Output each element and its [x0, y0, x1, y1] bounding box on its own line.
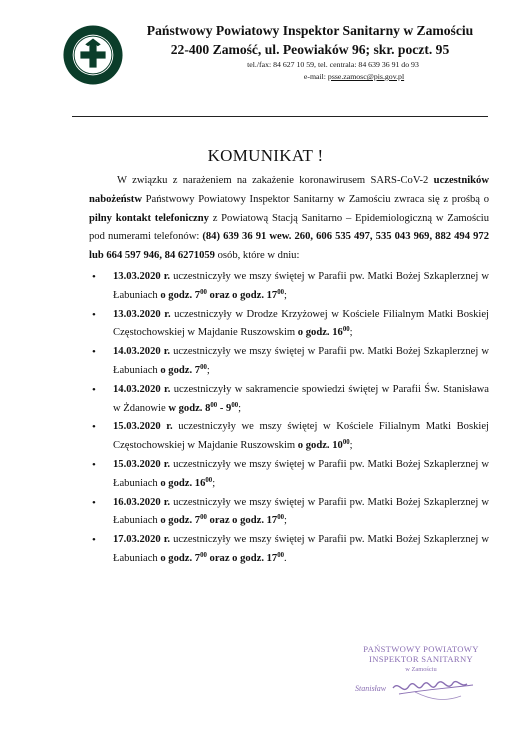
intro-text: z Powiatową Stacją Sanitarno – Epidemiologiczną w Zamościu pod numerami telefonów: — [89, 212, 490, 243]
event-punctuation: ; — [206, 364, 210, 376]
event-time-sup-wrap — [277, 515, 284, 526]
event-punctuation: ; — [349, 327, 353, 339]
event-time: o godz. 7 — [160, 364, 201, 376]
event-time-minutes: 00 — [205, 476, 213, 484]
event-time-minutes: 00 — [210, 401, 218, 409]
event-time-sup-wrap — [200, 553, 207, 564]
event-date: 14.03.2020 r. — [113, 383, 171, 395]
event-date: 15.03.2020 r. — [113, 458, 171, 470]
event-time-minutes: 00 — [277, 514, 285, 522]
event-punctuation: ; — [284, 515, 287, 527]
intro-text: osób, które w dniu: — [214, 250, 300, 262]
event-time-sup-wrap — [200, 365, 207, 376]
event-item — [89, 268, 489, 306]
svg-text:Stanisław: Stanisław — [355, 684, 387, 693]
event-time: o godz. 7 — [160, 289, 201, 301]
event-time-minutes: 00 — [342, 326, 350, 334]
event-time-minutes: 00 — [342, 439, 350, 447]
announcement-body — [89, 172, 489, 569]
event-description: uczestniczyły we mszy świętej w Parafii pw. Matki Bożej Szkaplerznej w Łabuniach — [113, 496, 489, 527]
event-time-sup-wrap — [200, 515, 207, 526]
event-description: uczestniczyły we mszy świętej w Kościele Filialnym Matki Boskiej Częstochowskiej w Majdanie Ruszowskim — [113, 421, 489, 452]
event-time: oraz o godz. 17 — [206, 289, 278, 301]
event-time-minutes: 00 — [200, 514, 207, 522]
intro-text: W związku z narażeniem na zakażenie koronawirusem SARS-CoV-2 — [117, 175, 434, 186]
event-time-sup-wrap — [277, 290, 284, 301]
event-date: 15.03.2020 r. — [113, 421, 173, 433]
letterhead — [62, 22, 482, 102]
event-punctuation: ; — [284, 289, 287, 301]
event-description: uczestniczyły we mszy świętej w Parafii pw. Matki Bożej Szkaplerznej w Łabuniach — [113, 270, 489, 301]
event-date: 13.03.2020 r. — [113, 308, 171, 320]
svg-text:w Zamościu: w Zamościu — [405, 666, 437, 673]
event-time-minutes: 00 — [200, 288, 207, 296]
intro-text: Państwowy Powiatowy Inspektor Sanitarny w Zamościu zwraca się z prośbą o — [141, 193, 489, 205]
event-description: uczestniczyły we mszy świętej w Parafii pw. Matki Bożej Szkaplerznej w Łabuniach — [113, 534, 489, 564]
svg-text:INSPEKTOR SANITARNY: INSPEKTOR SANITARNY — [369, 654, 473, 664]
event-time-minutes: 00 — [200, 363, 207, 371]
intro-paragraph — [89, 172, 489, 266]
svg-text:PAŃSTWOWY POWIATOWY: PAŃSTWOWY POWIATOWY — [363, 644, 479, 654]
event-time: o godz. 16 — [160, 477, 206, 489]
email-link[interactable]: psse.zamosc@pis.gov.pl — [327, 72, 405, 81]
event-time: o godz. 16 — [297, 327, 343, 339]
event-description: uczestniczyły w Drodze Krzyżowej w Kościele Filialnym Matki Boskiej Częstochowskiej w Majdanie Ruszowskim — [113, 308, 489, 339]
event-description: uczestniczyły w sakramencie spowiedzi świętej w Parafii Św. Stanisława w Żdanowie — [113, 383, 490, 414]
event-time-sup-wrap — [343, 327, 350, 338]
event-item — [89, 418, 489, 456]
event-time-sup-wrap — [200, 290, 207, 301]
event-time-minutes: 00 — [200, 551, 207, 559]
event-date: 17.03.2020 r. — [113, 534, 171, 546]
event-time: oraz o godz. 17 — [206, 515, 278, 527]
event-punctuation: ; — [349, 440, 353, 452]
event-list — [89, 268, 489, 569]
header-divider — [72, 116, 488, 117]
event-item — [89, 343, 489, 381]
email-label: e-mail: — [303, 72, 328, 81]
contact-email-line — [138, 71, 482, 82]
event-time-minutes: 00 — [277, 551, 285, 559]
event-time: w godz. 8 — [168, 402, 211, 414]
event-date: 14.03.2020 r. — [113, 346, 171, 358]
event-punctuation: . — [284, 552, 287, 564]
event-item — [89, 456, 489, 494]
event-time-minutes: 00 — [231, 401, 239, 409]
event-time: - 9 — [217, 402, 232, 414]
intro-bold-participants: uczestników nabożeństw — [89, 175, 489, 205]
event-time: o godz. 10 — [297, 440, 343, 452]
event-punctuation: ; — [238, 402, 242, 414]
event-item — [89, 381, 489, 419]
intro-bold-contact: pilny kontakt telefoniczny — [89, 212, 209, 224]
event-date: 13.03.2020 r. — [113, 270, 171, 282]
event-item — [89, 494, 489, 532]
document-title: KOMUNIKAT ! — [207, 146, 324, 165]
contact-phones: tel./fax: 84 627 10 59, tel. centrala: 84 639 36 91 do 93 — [247, 60, 419, 69]
event-item — [89, 531, 489, 569]
event-description: uczestniczyły we mszy świętej w Parafii pw. Matki Bożej Szkaplerznej w Łabuniach — [113, 346, 489, 376]
event-punctuation: ; — [212, 477, 216, 489]
event-item — [89, 306, 489, 344]
event-date: 16.03.2020 r. — [113, 496, 171, 508]
event-description: uczestniczyły we mszy świętej w Parafii pw. Matki Bożej Szkaplerznej w Łabuniach — [113, 458, 489, 489]
event-time: o godz. 7 — [160, 552, 201, 564]
official-stamp-and-signature — [333, 638, 513, 722]
sanitary-inspection-emblem-icon — [62, 24, 124, 86]
event-time: oraz o godz. 17 — [206, 552, 278, 564]
institution-address: 22-400 Zamość, ul. Peowiaków 96; skr. poczt. 95 — [170, 42, 450, 57]
intro-bold-phones: (84) 639 36 91 wew. 260, 606 535 497, 535 043 969, 882 494 972 lub 664 597 946, 84 6271059 — [89, 231, 489, 262]
event-time-minutes: 00 — [277, 288, 285, 296]
event-time: o godz. 7 — [160, 515, 201, 527]
event-time-sup-wrap — [343, 440, 350, 451]
event-time-sup-wrap — [277, 553, 284, 564]
institution-name: Państwowy Powiatowy Inspektor Sanitarny w Zamościu — [146, 23, 474, 38]
